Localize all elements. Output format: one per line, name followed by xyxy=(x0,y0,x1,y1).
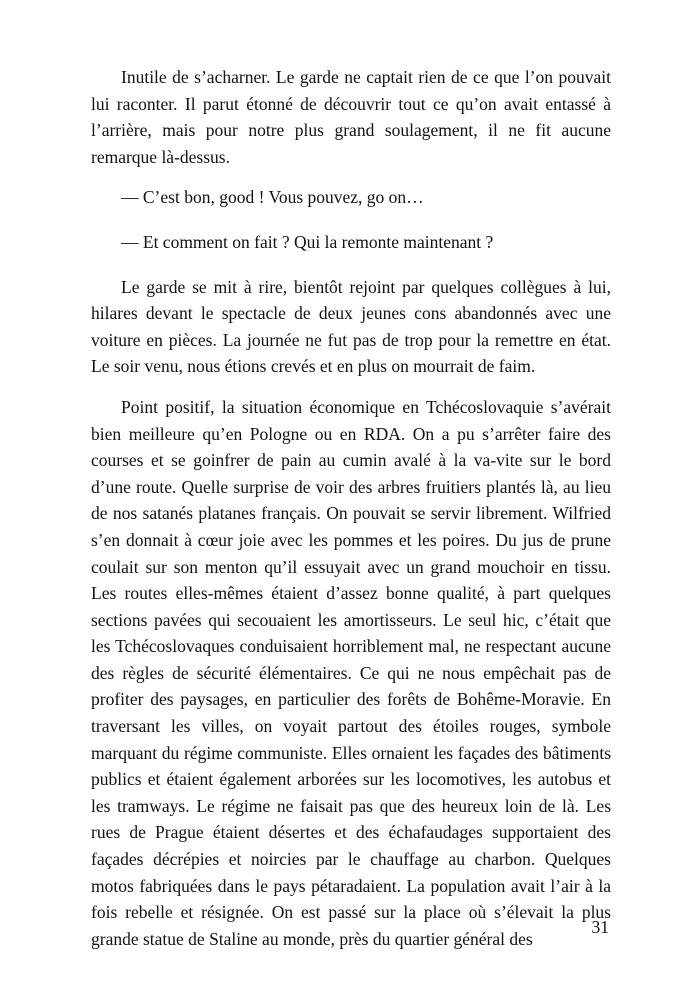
paragraph-guard-intro: Inutile de s’acharner. Le garde ne captait rien de ce que l’on pouvait lui raconter. Il parut étonné de découvrir tout ce qu’on avait entassé à l’arrière, mais pour notre plus grand soulagement, il ne fit aucune remarque là-dessus. xyxy=(91,67,611,167)
dialogue-line-guard: — C’est bon, good ! Vous pouvez, go on… xyxy=(121,187,424,208)
paragraph-guard-laugh: Le garde se mit à rire, bientôt rejoint par quelques collègues à lui, hilares devant le spectacle de deux jeunes cons abandonnés avec une voiture en pièces. La journée ne fut pas de trop pour la remettre en état. Le soir venu, nous étions crevés et en plus on mourrait de faim. xyxy=(91,276,611,377)
page-number: 31 xyxy=(591,917,609,937)
paragraph-czechoslovakia: Point positif, la situation économique en Tchécoslovaquie s’avérait bien meilleure qu’en Pologne ou en RDA. On a pu s’arrêter faire des courses et se goinfrer de pain au cumin avalé à la va-vite sur le bord d’une route. Quelle surprise de voir des arbres fruitiers plantés là, au lieu de nos satanés platanes français. On pouvait se servir librement. Wilfried s’en donnait à cœur joie avec les pommes et les poires. Du jus de prune coulait sur son menton qu’il essuyait avec un grand mouchoir en tissu. Les routes elles-mêmes étaient d’assez bonne qualité, à part quelques sections pavées qui secouaient les amortisseurs. Le seul hic, c’était que les Tchécoslovaques conduisaient horriblement mal, ne respectant aucune des règles de sécurité élémentaires. Ce qui ne nous empêchait pas de profiter des paysages, en particulier des forêts de Bohême-Moravie. En traversant les villes, on voyait partout des étoiles rouges, symbole marquant du régime communiste. Elles ornaient les façades des bâtiments publics et étaient également arborées sur les locomotives, les autobus et les tramways. Le régime ne faisait pas que des heureux loin de là. Les rues de Prague étaient désertes et des échafaudages supportaient des façades décrépies et noircies par le chauffage au charbon. Quelques motos fabriquées dans le pays pétaradaient. La population avait l’air à la fois rebelle et résignée. On est passé sur la place où s’élevait la plus grande statue de Staline au monde, près du quartier général des xyxy=(91,396,611,949)
dialogue-line-reply: — Et comment on fait ? Qui la remonte maintenant ? xyxy=(121,231,494,252)
body-text xyxy=(91,64,611,966)
